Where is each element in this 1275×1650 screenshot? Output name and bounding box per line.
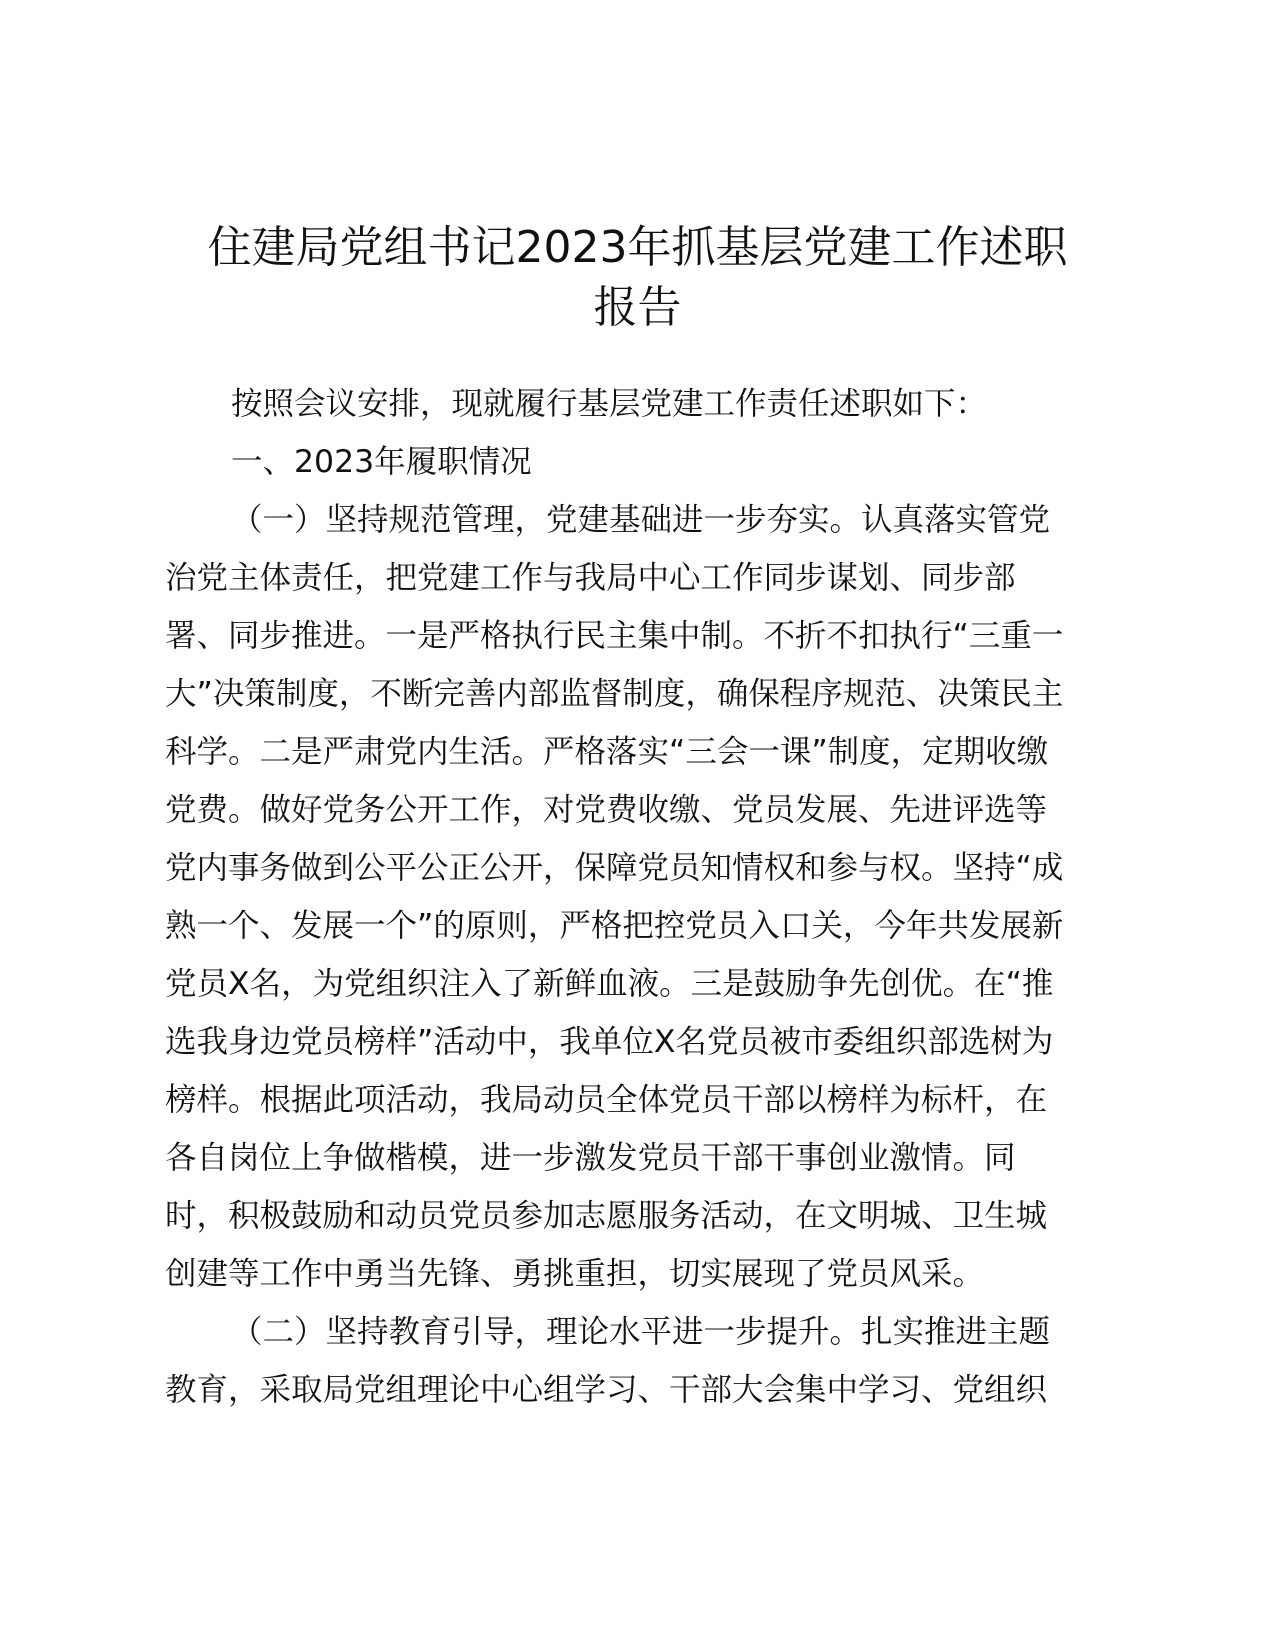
paragraph-line: 治党主体责任，把党建工作与我局中心工作同步谋划、同步部 (165, 560, 1016, 596)
title-line-1: 住建局党组书记2023年抓基层党建工作述职 (207, 222, 1068, 273)
intro-paragraph: 按照会议安排，现就履行基层党建工作责任述职如下： (231, 386, 988, 422)
paragraph-line: 各自岗位上争做楷模，进一步激发党员干部干事创业激情。同 (165, 1140, 1016, 1176)
paragraph-line: 教育，采取局党组理论中心组学习、干部大会集中学习、党组织 (165, 1372, 1048, 1408)
section-heading-1: 一、2023年履职情况 (231, 444, 532, 480)
paragraph-line: 党员X名，为党组织注入了新鲜血液。三是鼓励争先创优。在“推 (165, 966, 1054, 1002)
paragraph-line: 榜样。根据此项活动，我局动员全体党员干部以榜样为标杆，在 (165, 1082, 1048, 1118)
title-line-2: 报告 (593, 282, 682, 333)
paragraph-line: 时，积极鼓励和动员党员参加志愿服务活动，在文明城、卫生城 (165, 1198, 1048, 1234)
paragraph-line: 创建等工作中勇当先锋、勇挑重担，切实展现了党员风采。 (165, 1256, 985, 1292)
document-body (165, 375, 1125, 1419)
document-title (160, 218, 1115, 338)
paragraph-line: （一）坚持规范管理，党建基础进一步夯实。认真落实管党 (231, 502, 1051, 538)
paragraph-line: （二）坚持教育引导，理论水平进一步提升。扎实推进主题 (231, 1314, 1051, 1350)
paragraph-line: 熟一个、发展一个”的原则，严格把控党员入口关，今年共发展新 (165, 908, 1064, 944)
paragraph-line: 党费。做好党务公开工作，对党费收缴、党员发展、先进评选等 (165, 792, 1048, 828)
paragraph-line: 署、同步推进。一是严格执行民主集中制。不折不扣执行“三重一 (165, 618, 1064, 654)
paragraph-line: 选我身边党员榜样”活动中，我单位X名党员被市委组织部选树为 (165, 1024, 1054, 1060)
paragraph-line: 党内事务做到公平公正公开，保障党员知情权和参与权。坚持“成 (165, 850, 1064, 886)
paragraph-line: 科学。二是严肃党内生活。严格落实“三会一课”制度，定期收缴 (165, 734, 1049, 770)
paragraph-line: 大”决策制度，不断完善内部监督制度，确保程序规范、决策民主 (165, 676, 1064, 712)
